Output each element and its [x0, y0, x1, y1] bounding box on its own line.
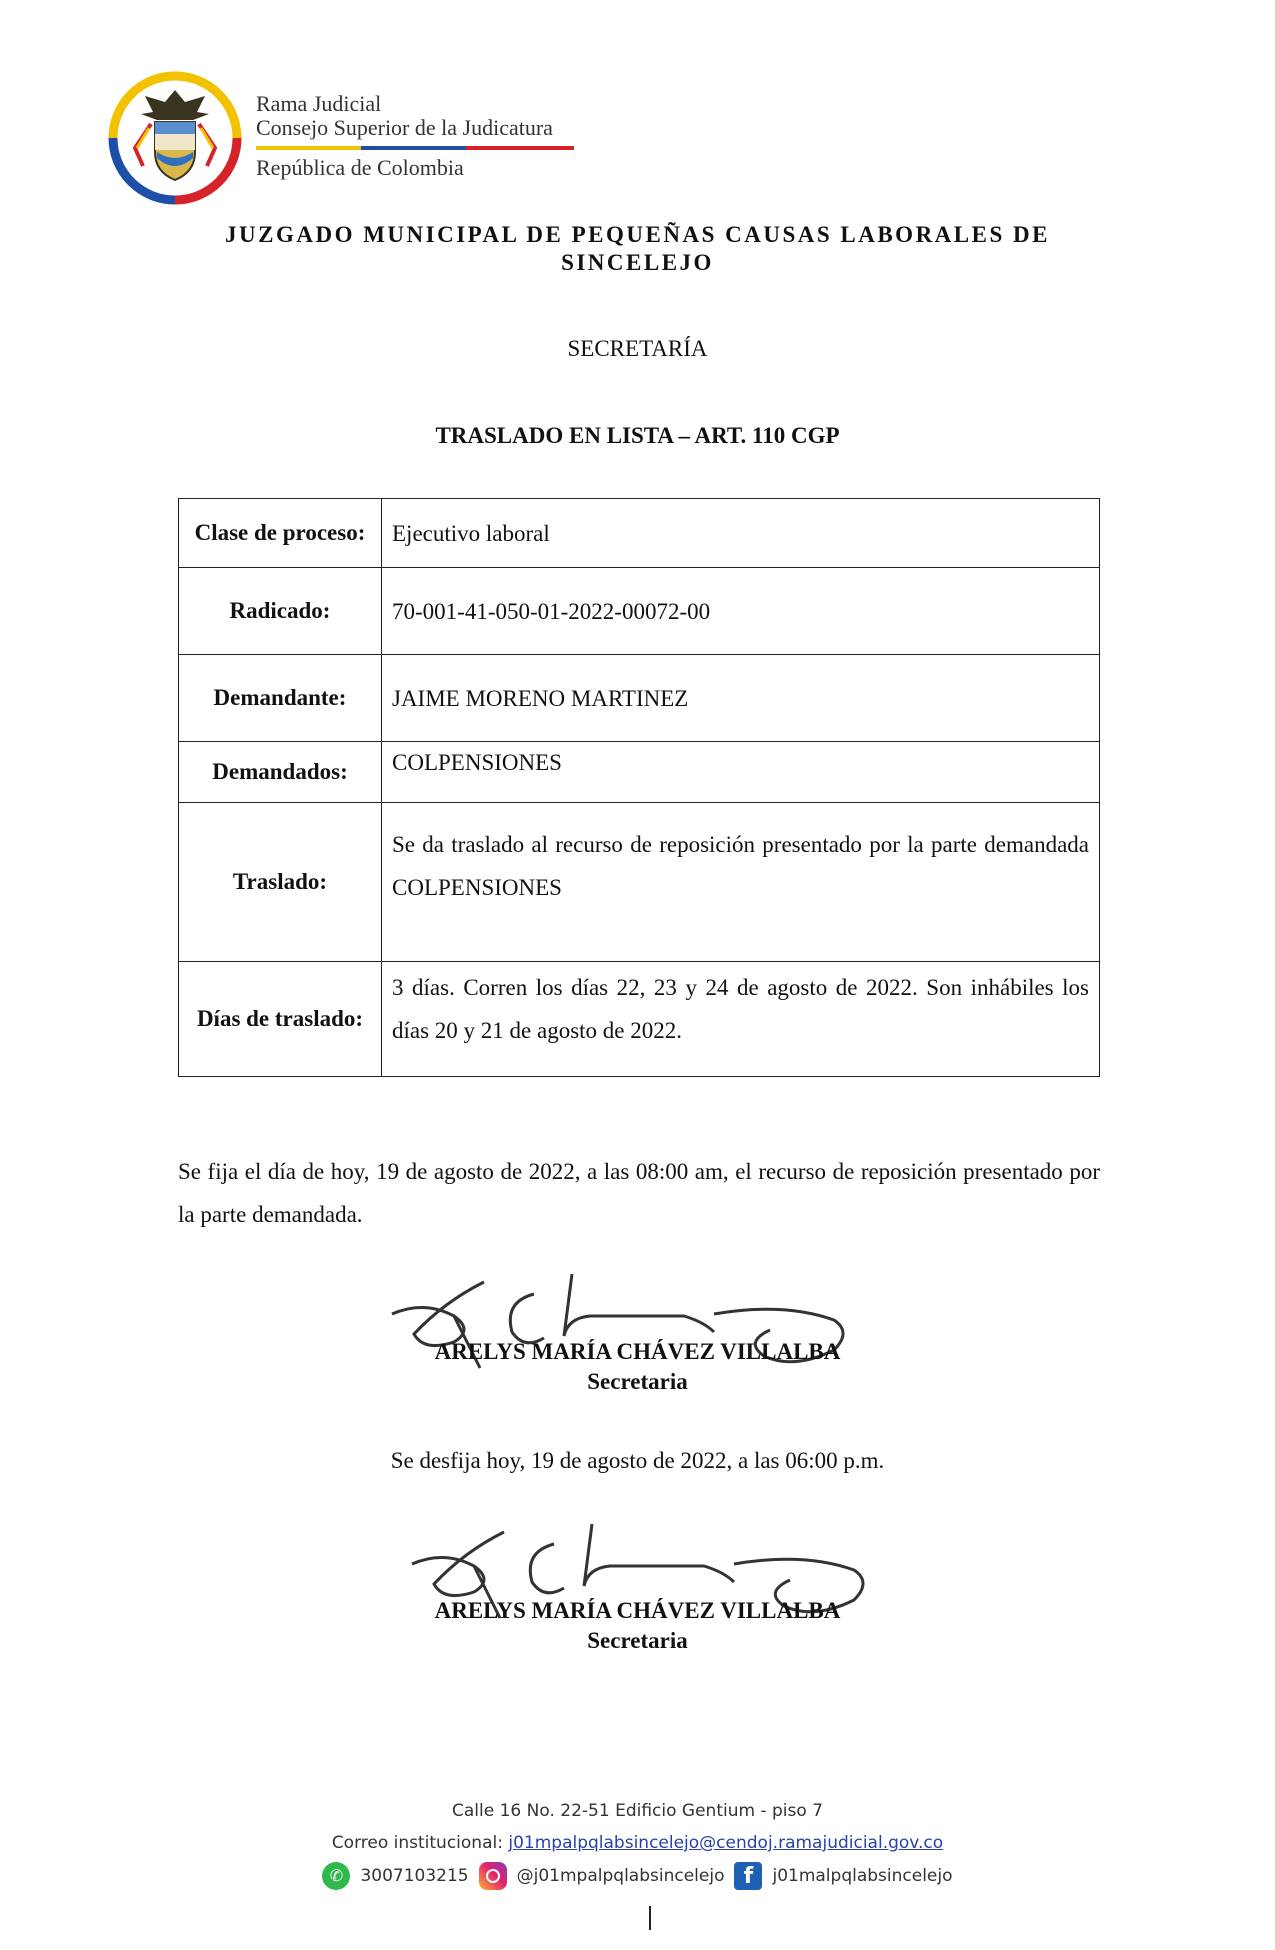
text-cursor: [649, 1906, 651, 1930]
whatsapp-number: 3007103215: [360, 1866, 469, 1886]
organization-block: [256, 92, 574, 180]
row-label: Demandante:: [179, 655, 382, 742]
table-row: [179, 803, 1100, 962]
instagram-handle: @j01mpalpqlabsincelejo: [516, 1866, 725, 1886]
flag-color-rule: [256, 146, 574, 150]
row-label: Días de traslado:: [179, 962, 382, 1077]
email-label: Correo institucional:: [331, 1833, 503, 1853]
instagram-icon: [479, 1862, 507, 1890]
document-title: TRASLADO EN LISTA – ART. 110 CGP: [435, 423, 840, 448]
fija-paragraph: Se fija el día de hoy, 19 de agosto de 2022, a las 08:00 am, el recurso de reposición presentado por la parte demandada.: [178, 1159, 1100, 1227]
signer-name: ARELYS MARÍA CHÁVEZ VILLALBA: [434, 1339, 841, 1364]
row-label: Traslado:: [179, 803, 382, 962]
row-value: 3 días. Corren los días 22, 23 y 24 de agosto de 2022. Son inhábiles los días 20 y 21 de agosto de 2022.: [382, 962, 1100, 1077]
facebook-handle: j01malpqlabsincelejo: [772, 1866, 953, 1886]
row-value: 70-001-41-050-01-2022-00072-00: [382, 568, 1100, 655]
facebook-icon: f: [734, 1862, 762, 1890]
row-value: JAIME MORENO MARTINEZ: [382, 655, 1100, 742]
table-row: [179, 568, 1100, 655]
org-name-line2: Consejo Superior de la Judicatura: [256, 115, 553, 140]
case-info-table: [178, 498, 1100, 1077]
footer-email-line: [0, 1833, 1275, 1853]
signer-role: Secretaria: [587, 1369, 688, 1394]
section-heading: SECRETARÍA: [567, 336, 708, 361]
table-row: [179, 499, 1100, 568]
org-name-line1: Rama Judicial: [256, 91, 382, 116]
table-row: [179, 655, 1100, 742]
footer-social-line: [0, 1862, 1275, 1890]
row-value: COLPENSIONES: [382, 742, 1100, 803]
row-label: Radicado:: [179, 568, 382, 655]
court-title: JUZGADO MUNICIPAL DE PEQUEÑAS CAUSAS LABORALES DE SINCELEJO: [225, 222, 1050, 275]
row-label: Demandados:: [179, 742, 382, 803]
footer-address: Calle 16 No. 22-51 Edificio Gentium - piso 7: [452, 1801, 823, 1821]
row-value: Ejecutivo laboral: [382, 499, 1100, 568]
coat-of-arms-seal: [105, 68, 245, 208]
table-row: [179, 962, 1100, 1077]
whatsapp-icon: ✆: [322, 1862, 350, 1890]
org-name-line3: República de Colombia: [256, 155, 464, 180]
signer-name: ARELYS MARÍA CHÁVEZ VILLALBA: [434, 1598, 841, 1623]
desfija-text: Se desfija hoy, 19 de agosto de 2022, a las 06:00 p.m.: [390, 1448, 885, 1473]
row-label: Clase de proceso:: [179, 499, 382, 568]
signer-role: Secretaria: [587, 1628, 688, 1653]
email-link[interactable]: j01mpalpqlabsincelejo@cendoj.ramajudicial.gov.co: [508, 1833, 944, 1853]
row-value: Se da traslado al recurso de reposición presentado por la parte demandada COLPENSIONES: [382, 803, 1100, 962]
table-row: [179, 742, 1100, 803]
